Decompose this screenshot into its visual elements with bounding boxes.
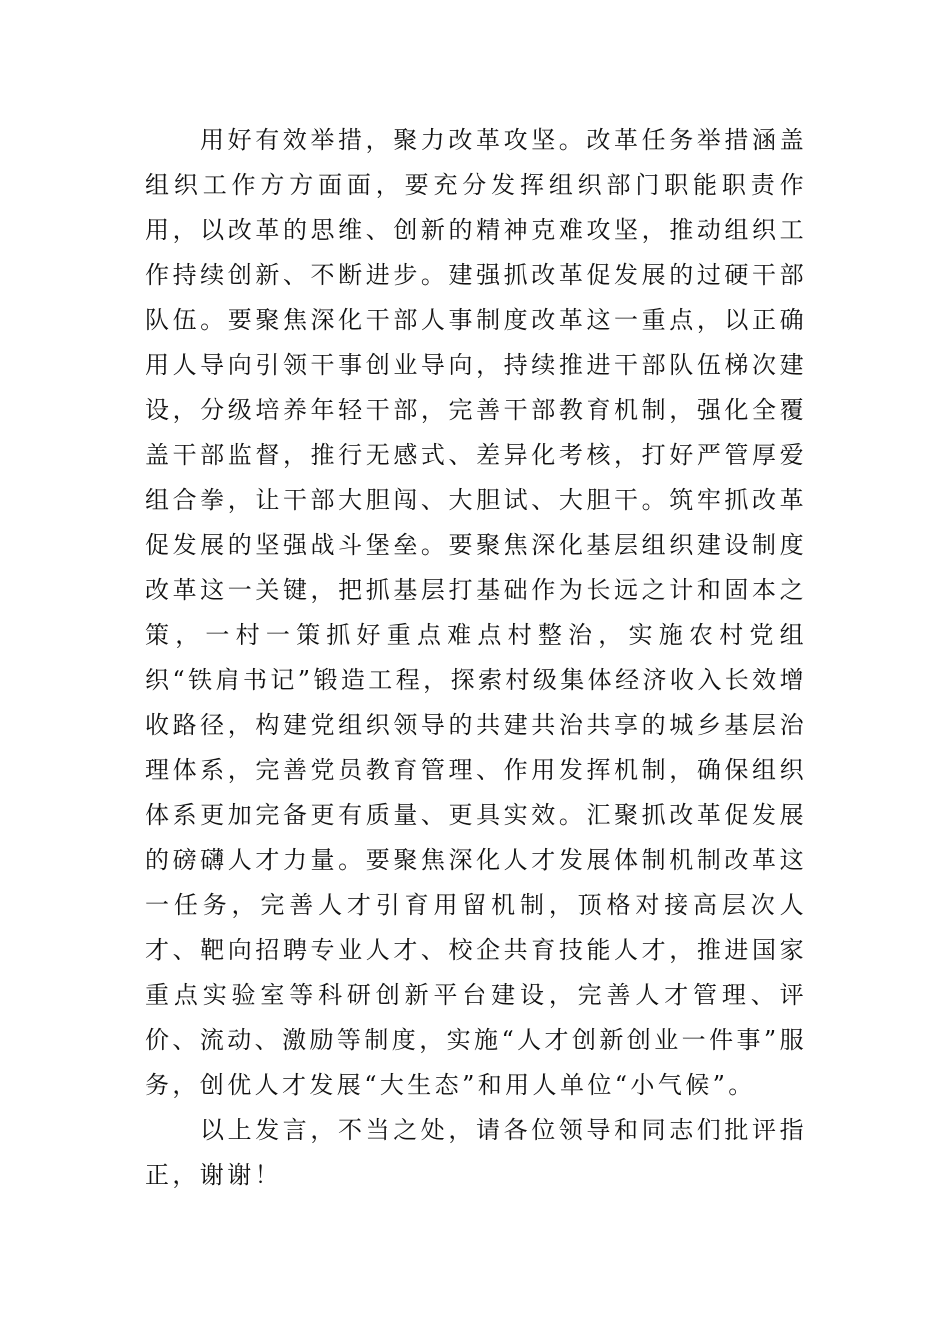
document-body xyxy=(145,118,807,1198)
paragraph-reform-measures: 用好有效举措，聚力改革攻坚。改革任务举措涵盖组织工作方方面面，要充分发挥组织部门职能职责作用，以改革的思维、创新的精神克难攻坚，推动组织工作持续创新、不断进步。建强抓改革促发展的过硬干部队伍。要聚焦深化干部人事制度改革这一重点，以正确用人导向引领干事创业导向，持续推进干部队伍梯次建设，分级培养年轻干部，完善干部教育机制，强化全覆盖干部监督，推行无感式、差异化考核，打好严管厚爱组合拳，让干部大胆闯、大胆试、大胆干。筑牢抓改革促发展的坚强战斗堡垒。要聚焦深化基层组织建设制度改革这一关键，把抓基层打基础作为长远之计和固本之策，一村一策抓好重点难点村整治，实施农村党组织“铁肩书记”锻造工程，探索村级集体经济收入长效增收路径，构建党组织领导的共建共治共享的城乡基层治理体系，完善党员教育管理、作用发挥机制，确保组织体系更加完备更有质量、更具实效。汇聚抓改革促发展的磅礴人才力量。要聚焦深化人才发展体制机制改革这一任务，完善人才引育用留机制，顶格对接高层次人才、靶向招聘专业人才、校企共育技能人才，推进国家重点实验室等科研创新平台建设，完善人才管理、评价、流动、激励等制度，实施“人才创新创业一件事”服务，创优人才发展“大生态”和用人单位“小气候”。 xyxy=(145,126,807,1099)
paragraph-closing-remarks: 以上发言，不当之处，请各位领导和同志们批评指正，谢谢！ xyxy=(145,1116,807,1189)
